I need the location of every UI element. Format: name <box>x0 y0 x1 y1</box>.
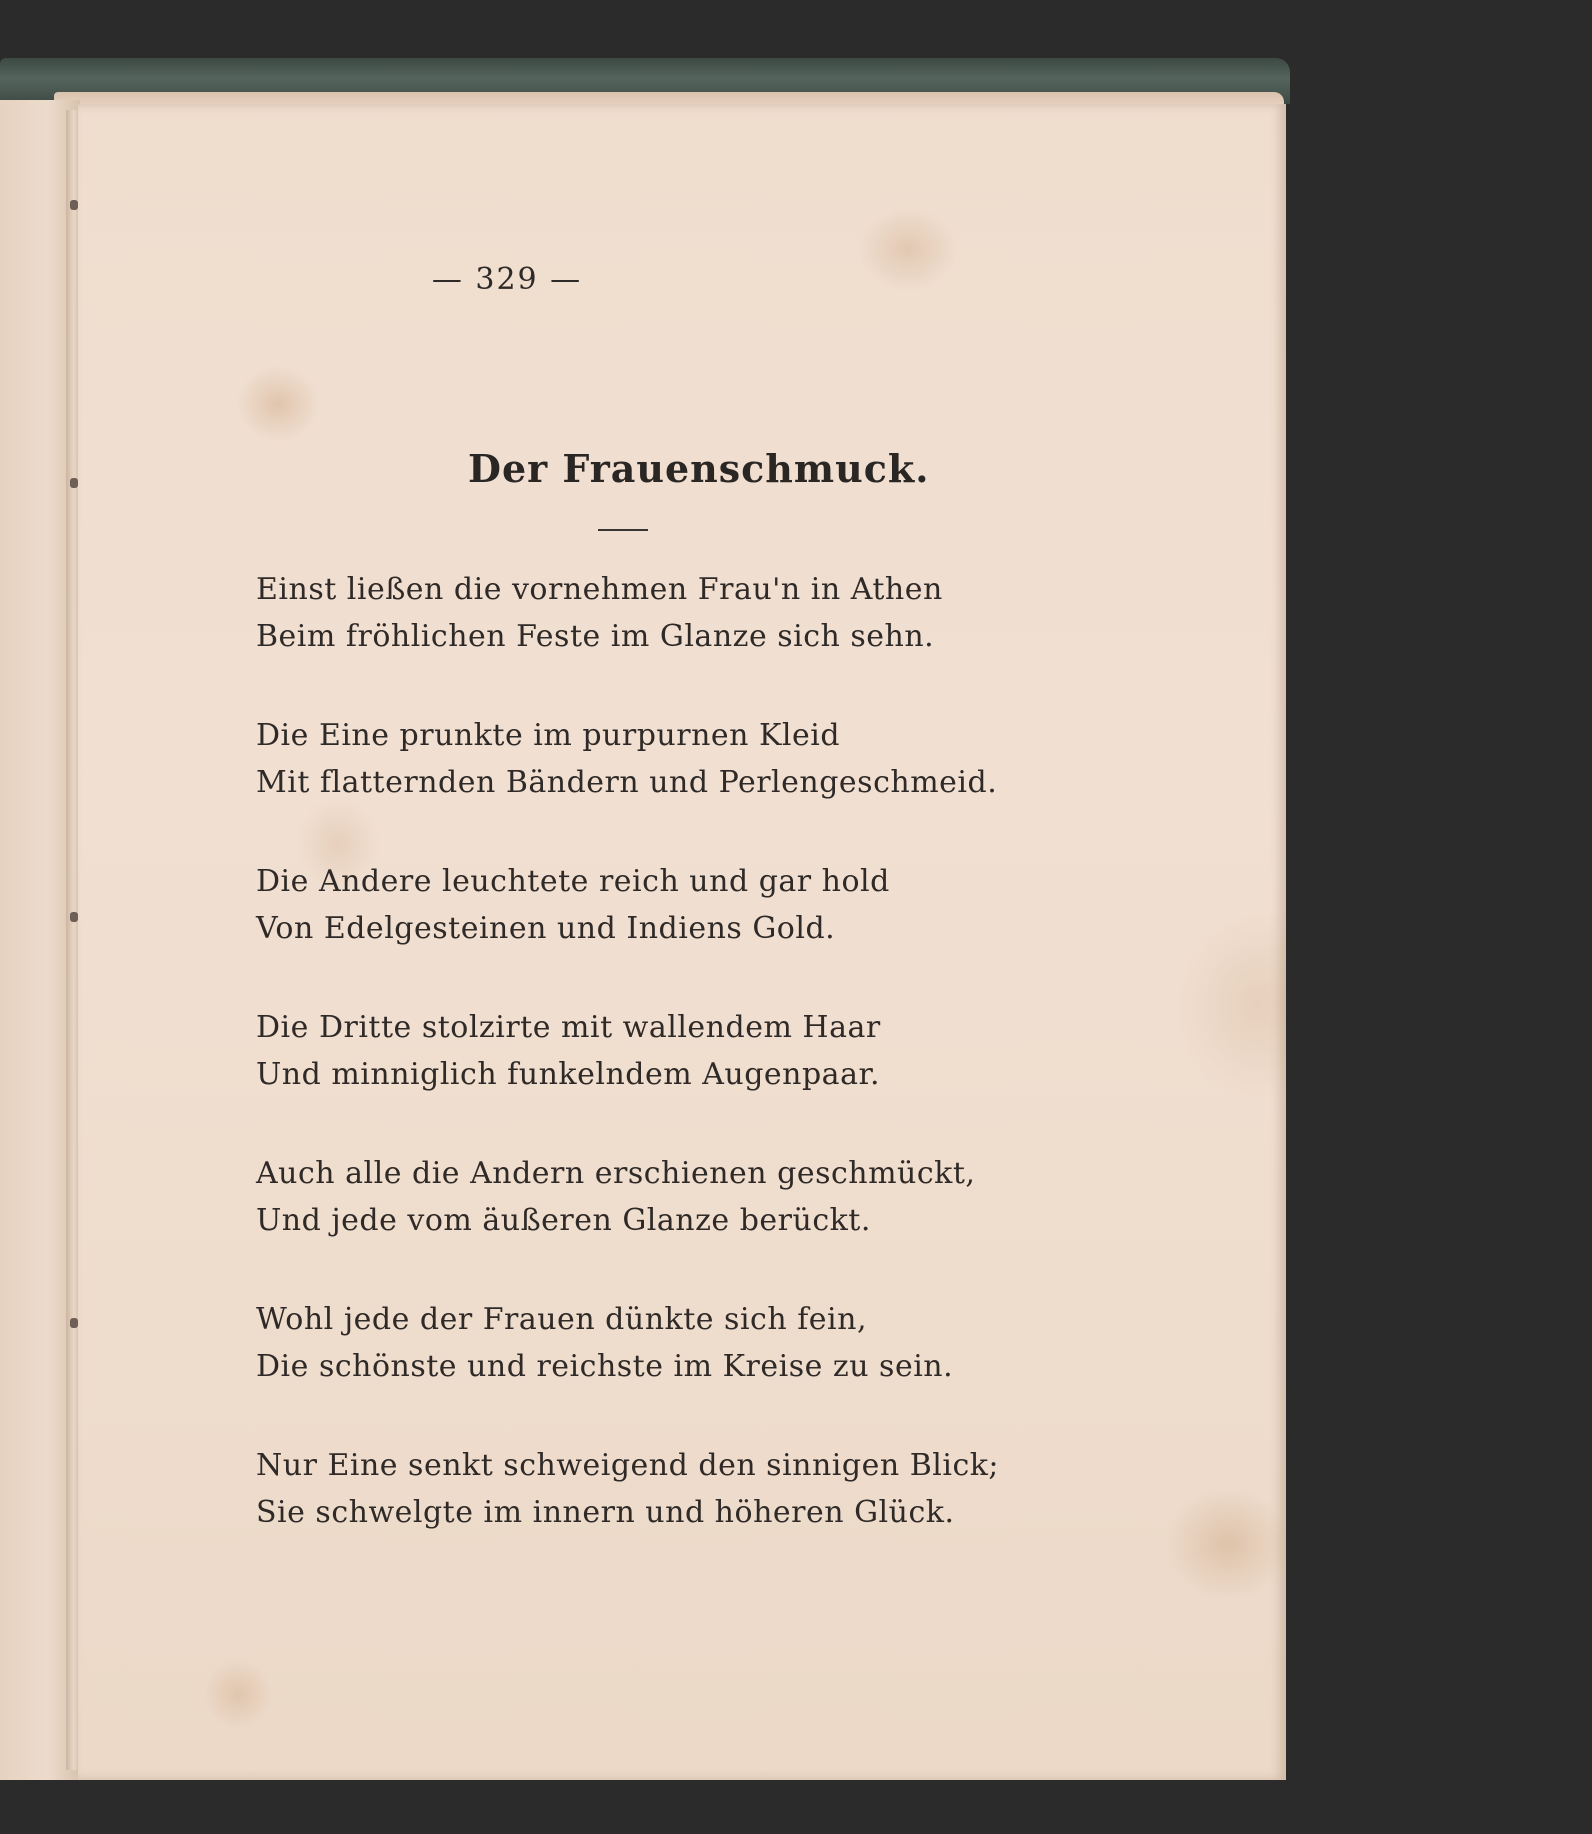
stanza <box>256 1296 1156 1390</box>
poem-line: Beim fröhlichen Feste im Glanze sich sehn. <box>256 619 935 654</box>
poem-line: Mit flatternden Bändern und Perlengeschmeid. <box>256 765 998 800</box>
poem-line: Einst ließen die vornehmen Frau'n in Athen <box>256 572 943 607</box>
poem-body <box>256 566 1156 1588</box>
page-number: — 329 — <box>431 262 583 297</box>
poem-line: Auch alle die Andern erschienen geschmückt, <box>256 1156 976 1191</box>
poem-line: Nur Eine senkt schweigend den sinnigen Blick; <box>256 1448 1000 1483</box>
poem-line: Die Andere leuchtete reich und gar hold <box>256 864 890 899</box>
stitch-mark <box>70 200 78 210</box>
poem-line: Und jede vom äußeren Glanze berückt. <box>256 1203 871 1238</box>
poem-line: Die schönste und reichste im Kreise zu sein. <box>256 1349 954 1384</box>
poem-line: Von Edelgesteinen und Indiens Gold. <box>256 911 836 946</box>
poem-line: Und minniglich funkelndem Augenpaar. <box>256 1057 881 1092</box>
stanza <box>256 566 1156 660</box>
stitch-mark <box>70 912 78 922</box>
poem-line: Wohl jede der Frauen dünkte sich fein, <box>256 1302 868 1337</box>
stanza <box>256 1004 1156 1098</box>
poem-line: Die Dritte stolzirte mit wallendem Haar <box>256 1010 881 1045</box>
stitch-mark <box>70 1318 78 1328</box>
poem-line: Die Eine prunkte im purpurnen Kleid <box>256 718 841 753</box>
stanza <box>256 1150 1156 1244</box>
poem-line: Sie schwelgte im innern und höheren Glück. <box>256 1495 955 1530</box>
book-page <box>78 104 1286 1780</box>
stitch-mark <box>70 478 78 488</box>
stanza <box>256 858 1156 952</box>
poem-title: Der Frauenschmuck. <box>468 446 930 491</box>
stanza <box>256 1442 1156 1536</box>
stanza <box>256 712 1156 806</box>
title-rule <box>598 529 648 531</box>
